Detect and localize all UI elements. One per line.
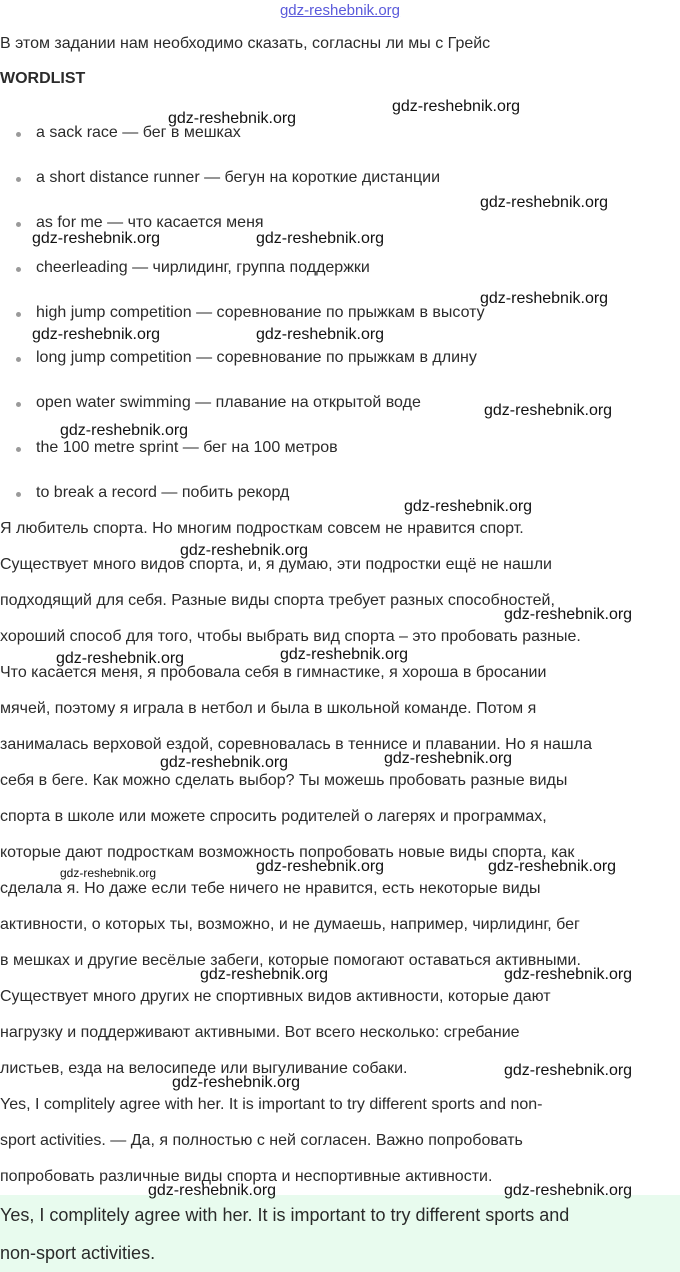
watermark: gdz-reshebnik.org [480, 194, 609, 211]
wordlist-item [0, 160, 485, 205]
watermark: gdz-reshebnik.org [504, 606, 633, 623]
bullet-icon [16, 402, 21, 407]
watermark: gdz-reshebnik.org [256, 230, 385, 247]
bullet-icon [16, 312, 21, 317]
watermark: gdz-reshebnik.org [392, 98, 521, 115]
watermark: gdz-reshebnik.org [256, 326, 385, 343]
watermark: gdz-reshebnik.org [256, 858, 385, 875]
intro-text: В этом задании нам необходимо сказать, согласны ли мы с Грейс [0, 35, 491, 52]
watermark: gdz-reshebnik.org [172, 1074, 301, 1091]
watermark: gdz-reshebnik.org [384, 750, 513, 767]
watermark: gdz-reshebnik.org [480, 290, 609, 307]
wordlist-item-text: high jump competition — соревнование по прыжкам в высоту [36, 304, 485, 321]
watermark: gdz-reshebnik.org [148, 1182, 277, 1199]
site-link[interactable]: gdz-reshebnik.org [279, 2, 401, 19]
answer-line: non-sport activities. [0, 1243, 156, 1263]
bullet-icon [16, 222, 21, 227]
bullet-icon [16, 492, 21, 497]
watermark: gdz-reshebnik.org [32, 230, 161, 247]
wordlist-item-text: as for me — что касается меня [36, 214, 264, 231]
paragraph-line: Что касается меня, я пробовала себя в гимнастике, я хороша в бросании [0, 664, 547, 681]
paragraph-line: подходящий для себя. Разные виды спорта требует разных способностей, [0, 592, 555, 609]
wordlist-item-text: open water swimming — плавание на открытой воде [36, 394, 421, 411]
paragraph-line: активности, о которых ты, возможно, и не думаешь, например, чирлидинг, бег [0, 916, 580, 933]
wordlist-item-text: to break a record — побить рекорд [36, 484, 290, 501]
watermark: gdz-reshebnik.org [60, 422, 189, 439]
watermark: gdz-reshebnik.org [488, 858, 617, 875]
wordlist-item [0, 250, 485, 295]
paragraph-line: сделала я. Но даже если тебе ничего не нравится, есть некоторые виды [0, 880, 541, 897]
watermark: gdz-reshebnik.org [160, 754, 289, 771]
watermark: gdz-reshebnik.org [60, 866, 157, 880]
paragraph-line: sport activities. — Да, я полностью с ней согласен. Важно попробовать [0, 1132, 523, 1149]
wordlist-item-text: long jump competition — соревнование по прыжкам в длину [36, 349, 477, 366]
watermark: gdz-reshebnik.org [504, 1062, 633, 1079]
wordlist-item-text: a sack race — бег в мешках [36, 124, 241, 141]
bullet-icon [16, 267, 21, 272]
wordlist-item-text: the 100 metre sprint — бег на 100 метров [36, 439, 338, 456]
paragraph-line: Я любитель спорта. Но многим подросткам совсем не нравится спорт. [0, 520, 524, 537]
wordlist [0, 115, 485, 520]
watermark: gdz-reshebnik.org [404, 498, 533, 515]
paragraph-line: занималась верховой ездой, соревновалась в теннисе и плавании. Но я нашла [0, 736, 592, 753]
paragraph-line: в мешках и другие весёлые забеги, которые помогают оставаться активными. [0, 952, 581, 969]
paragraph-line: которые дают подросткам возможность попробовать новые виды спорта, как [0, 844, 575, 861]
watermark: gdz-reshebnik.org [168, 110, 297, 127]
bullet-icon [16, 132, 21, 137]
paragraph-line: мячей, поэтому я играла в нетбол и была в школьной команде. Потом я [0, 700, 537, 717]
paragraph-line: спорта в школе или можете спросить родителей о лагерях и программах, [0, 808, 547, 825]
answer-line: Yes, I complitely agree with her. It is important to try different sports and [0, 1205, 570, 1225]
paragraph-line: хороший способ для того, чтобы выбрать вид спорта – это пробовать разные. [0, 628, 581, 645]
bullet-icon [16, 357, 21, 362]
watermark: gdz-reshebnik.org [56, 650, 185, 667]
wordlist-item [0, 340, 485, 385]
watermark: gdz-reshebnik.org [280, 646, 409, 663]
bullet-icon [16, 177, 21, 182]
paragraph-line: Существует много других не спортивных видов активности, которые дают [0, 988, 551, 1005]
paragraph-line: нагрузку и поддерживают активными. Вот всего несколько: сгребание [0, 1024, 520, 1041]
paragraph-line: Yes, I complitely agree with her. It is important to try different sports and non- [0, 1096, 543, 1113]
bullet-icon [16, 447, 21, 452]
paragraph-line: Существует много видов спорта, и, я думаю, эти подростки ещё не нашли [0, 556, 552, 573]
watermark: gdz-reshebnik.org [484, 402, 613, 419]
paragraph-line: попробовать различные виды спорта и неспортивные активности. [0, 1168, 493, 1185]
watermark: gdz-reshebnik.org [32, 326, 161, 343]
watermark: gdz-reshebnik.org [504, 966, 633, 983]
wordlist-title: WORDLIST [0, 70, 86, 87]
wordlist-item-text: cheerleading — чирлидинг, группа поддержки [36, 259, 370, 276]
paragraph-line: листьев, езда на велосипеде или выгуливание собаки. [0, 1060, 408, 1077]
watermark: gdz-reshebnik.org [200, 966, 329, 983]
answer-box [0, 1195, 680, 1272]
watermark: gdz-reshebnik.org [180, 542, 309, 559]
wordlist-item-text: a short distance runner — бегун на короткие дистанции [36, 169, 441, 186]
watermark: gdz-reshebnik.org [504, 1182, 633, 1199]
paragraph-line: себя в беге. Как можно сделать выбор? Ты можешь пробовать разные виды [0, 772, 568, 789]
